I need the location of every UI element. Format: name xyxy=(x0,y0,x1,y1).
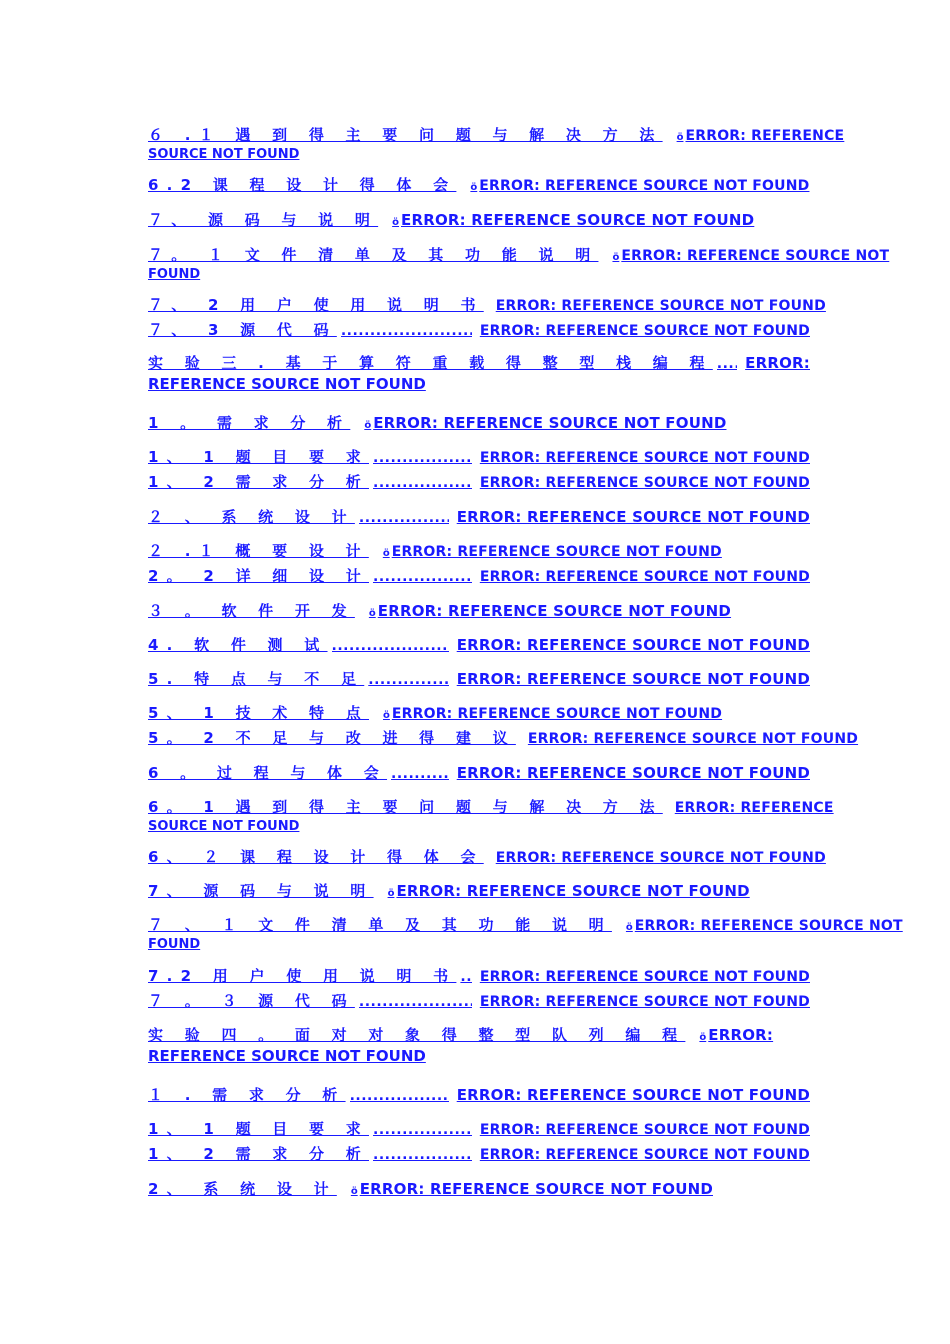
toc-entry-row xyxy=(148,244,890,265)
toc-entry[interactable] xyxy=(148,565,810,586)
toc-page-reference: ERROR: REFERENCE SOURCE NOT FOUND xyxy=(396,882,750,900)
toc-entry[interactable] xyxy=(148,1143,810,1164)
toc-page-reference: ERROR: REFERENCE SOURCE NOT FOUND xyxy=(479,323,810,339)
toc-page-reference: ERROR: REFERENCE SOURCE NOT xyxy=(634,918,903,934)
toc-entry-row xyxy=(148,209,810,230)
toc-entry[interactable] xyxy=(148,540,810,561)
toc-leader-dots xyxy=(341,323,472,339)
toc-page-reference: ERROR: REFERENCE SOURCE NOT FOUND xyxy=(373,414,727,432)
toc-entry[interactable] xyxy=(148,702,810,723)
toc-entry-row xyxy=(148,565,810,586)
field-marker-icon: ö xyxy=(676,132,684,143)
toc-entry-row xyxy=(148,506,810,527)
field-marker-icon: ö xyxy=(625,922,633,933)
toc-entry[interactable] xyxy=(148,965,810,986)
toc-entry[interactable] xyxy=(148,294,826,315)
field-marker-icon: ö xyxy=(387,888,395,899)
toc-page-reference-continued: REFERENCE SOURCE NOT FOUND xyxy=(148,375,426,393)
toc-entry-title: 6、 ２ 课 程 设 计 得 体 会 xyxy=(148,848,484,866)
toc-entry-title: 实 验 四 。 面 对 对 象 得 整 型 队 列 编 程 xyxy=(148,1026,686,1044)
toc-entry-row xyxy=(148,796,834,817)
toc-page-reference: ERROR: REFERENCE SOURCE NOT FOUND xyxy=(479,569,810,585)
toc-page-reference: ERROR: REFERENCE SOURCE NOT FOUND xyxy=(479,1147,810,1163)
toc-entry-row xyxy=(148,412,810,433)
toc-entry-row xyxy=(148,124,845,145)
toc-page-reference: ERROR: REFERENCE SOURCE NOT FOUND xyxy=(479,475,810,491)
toc-page-reference: ERROR: REFERENCE SOURCE NOT FOUND xyxy=(479,1122,810,1138)
toc-entry[interactable] xyxy=(148,600,810,621)
toc-entry-row xyxy=(148,668,810,689)
toc-entry[interactable] xyxy=(148,1084,810,1105)
toc-entry-title: ７、 源 码 与 说 明 xyxy=(148,211,379,229)
toc-page-reference: ERROR: xyxy=(745,354,810,372)
field-marker-icon: ö xyxy=(392,217,399,228)
toc-entry[interactable] xyxy=(148,352,810,393)
toc-leader-dots xyxy=(373,1147,472,1163)
toc-entry[interactable] xyxy=(148,634,810,655)
toc-page-reference: ERROR: REFERENCE SOURCE NOT FOUND xyxy=(479,994,810,1010)
toc-entry[interactable] xyxy=(148,174,810,195)
toc-page-reference-continued: FOUND xyxy=(148,267,201,282)
toc-page-reference: ERROR: REFERENCE SOURCE NOT FOUND xyxy=(456,670,810,688)
toc-entry[interactable] xyxy=(148,762,810,783)
toc-entry[interactable] xyxy=(148,796,834,834)
toc-entry-title: 实 验 三 . 基 于 算 符 重 载 得 整 型 栈 编 程 xyxy=(148,354,713,372)
toc-entry[interactable] xyxy=(148,727,859,748)
toc-entry-row xyxy=(148,990,810,1011)
toc-entry[interactable] xyxy=(148,244,890,282)
toc-entry-row xyxy=(148,600,810,621)
toc-entry[interactable] xyxy=(148,1178,810,1199)
toc-entry-title: ２ 、 系 统 设 计 xyxy=(148,508,355,526)
toc-entry-title: 2。 2 详 细 设 计 xyxy=(148,567,369,585)
toc-leader-dots xyxy=(391,766,449,782)
toc-entry-row xyxy=(148,965,810,986)
toc-entry-title: ３ 。 软 件 开 发 xyxy=(148,602,355,620)
toc-entry[interactable] xyxy=(148,880,810,901)
toc-page-reference: ERROR: REFERENCE SOURCE NOT FOUND xyxy=(456,1086,810,1104)
toc-entry-title: 6 。 过 程 与 体 会 xyxy=(148,764,388,782)
toc-entry-row xyxy=(148,294,826,315)
toc-entry-title: ７ 。 ３ 源 代 码 xyxy=(148,992,355,1010)
toc-entry-title: 6.2 课 程 设 计 得 体 会 xyxy=(148,176,457,194)
toc-entry[interactable] xyxy=(148,668,810,689)
toc-entry-row xyxy=(148,702,810,723)
toc-entry-row xyxy=(148,727,859,748)
toc-leader-dots xyxy=(373,450,472,466)
toc-entry-title: ７、 3 源 代 码 xyxy=(148,321,337,339)
toc-entry-title: 6。 1 遇 到 得 主 要 问 题 与 解 决 方 法 xyxy=(148,798,663,816)
field-marker-icon: ö xyxy=(368,608,376,619)
toc-leader-dots xyxy=(359,994,472,1010)
toc-entry[interactable] xyxy=(148,412,810,433)
toc-leader-dots xyxy=(368,672,448,688)
toc-page-reference: ERROR: REFERENCE SOURCE NOT FOUND xyxy=(495,850,826,866)
toc-page-reference-continued: SOURCE NOT FOUND xyxy=(148,147,300,162)
toc-page-reference: ERROR: REFERENCE xyxy=(674,800,834,816)
toc-leader-dots xyxy=(359,510,449,526)
toc-entry[interactable] xyxy=(148,471,810,492)
field-marker-icon: ö xyxy=(383,710,390,721)
field-marker-icon: ö xyxy=(350,1186,358,1197)
field-marker-icon: ö xyxy=(364,420,372,431)
toc-page-reference-continued: REFERENCE SOURCE NOT FOUND xyxy=(148,1047,426,1065)
toc-entry[interactable] xyxy=(148,124,845,162)
toc-entry-row xyxy=(148,319,810,340)
toc-entry-row xyxy=(148,352,810,373)
toc-entry-title: ７ 、 １ 文 件 清 单 及 其 功 能 说 明 xyxy=(148,916,612,934)
toc-page-reference-continued: FOUND xyxy=(148,937,201,952)
toc-entry-title: ６ .１ 遇 到 得 主 要 问 题 与 解 决 方 法 xyxy=(148,126,663,144)
toc-entry-title: 2、 系 统 设 计 xyxy=(148,1180,337,1198)
toc-entry[interactable] xyxy=(148,506,810,527)
toc-entry-row xyxy=(148,1178,810,1199)
toc-page-reference: ERROR: REFERENCE SOURCE NOT FOUND xyxy=(456,764,810,782)
toc-page-reference: ERROR: REFERENCE SOURCE NOT FOUND xyxy=(377,602,732,620)
toc-entry-row xyxy=(148,634,810,655)
field-marker-icon: ö xyxy=(612,252,620,263)
toc-entry-title: １ . 需 求 分 析 xyxy=(148,1086,346,1104)
toc-entry[interactable] xyxy=(148,914,903,952)
toc-entry[interactable] xyxy=(148,446,810,467)
toc-entry-title: 5。 2 不 足 与 改 进 得 建 议 xyxy=(148,729,516,747)
toc-entry-row xyxy=(148,762,810,783)
toc-leader-dots xyxy=(373,1122,472,1138)
toc-entry-title: ２ .１ 概 要 设 计 xyxy=(148,542,369,560)
toc-page-reference: ERROR: REFERENCE xyxy=(685,128,845,144)
toc-entry-row xyxy=(148,540,810,561)
toc-leader-dots xyxy=(373,569,472,585)
toc-entry-title: 1、 2 需 求 分 析 xyxy=(148,473,369,491)
toc-entry-title: ７。 １ 文 件 清 单 及 其 功 能 说 明 xyxy=(148,246,599,264)
toc-entry-row xyxy=(148,1024,810,1045)
toc-leader-dots xyxy=(373,475,472,491)
toc-entry-row xyxy=(148,914,903,935)
toc-entry-title: 7.2 用 户 使 用 说 明 书 xyxy=(148,967,457,985)
toc-entry-row xyxy=(148,471,810,492)
toc-entry-row xyxy=(148,174,810,195)
field-marker-icon: ö xyxy=(470,182,478,193)
toc-leader-dots xyxy=(717,356,737,372)
toc-page-reference: ERROR: REFERENCE SOURCE NOT FOUND xyxy=(456,508,810,526)
toc-page-reference: ERROR: REFERENCE SOURCE NOT xyxy=(621,248,890,264)
toc-entry-title: 5、 1 技 术 特 点 xyxy=(148,704,369,722)
toc-entry-row xyxy=(148,1084,810,1105)
toc-entry[interactable] xyxy=(148,990,810,1011)
toc-page-reference: ERROR: REFERENCE SOURCE NOT FOUND xyxy=(479,969,810,985)
toc-entry-row xyxy=(148,446,810,467)
toc-page-reference-continued: SOURCE NOT FOUND xyxy=(148,819,300,834)
field-marker-icon: ö xyxy=(699,1032,707,1043)
toc-page-reference: ERROR: REFERENCE SOURCE NOT FOUND xyxy=(391,544,722,560)
toc-entry-title: 1、 2 需 求 分 析 xyxy=(148,1145,369,1163)
toc-entry[interactable] xyxy=(148,209,810,230)
toc-entry-title: 5. 特 点 与 不 足 xyxy=(148,670,365,688)
toc-leader-dots xyxy=(350,1088,449,1104)
toc-page-reference: ERROR: REFERENCE SOURCE NOT FOUND xyxy=(359,1180,713,1198)
toc-entry-title: 4. 软 件 测 试 xyxy=(148,636,328,654)
toc-entry[interactable] xyxy=(148,319,810,340)
toc-entry-row xyxy=(148,1143,810,1164)
toc-entry[interactable] xyxy=(148,846,826,867)
toc-page-reference: ERROR: REFERENCE SOURCE NOT FOUND xyxy=(479,450,810,466)
toc-entry-title: 1 。 需 求 分 析 xyxy=(148,414,351,432)
toc-entry-row xyxy=(148,846,826,867)
toc-entry[interactable] xyxy=(148,1118,810,1139)
toc-entry-row xyxy=(148,880,810,901)
toc-page-reference: ERROR: xyxy=(708,1026,774,1044)
toc-page-reference: ERROR: REFERENCE SOURCE NOT FOUND xyxy=(391,706,723,722)
toc-page-reference: ERROR: REFERENCE SOURCE NOT FOUND xyxy=(401,211,755,229)
toc-entry-title: 1、 1 题 目 要 求 xyxy=(148,1120,369,1138)
toc-page-reference: ERROR: REFERENCE SOURCE NOT FOUND xyxy=(495,298,826,314)
toc-entry-row xyxy=(148,1118,810,1139)
toc-page-reference: ERROR: REFERENCE SOURCE NOT FOUND xyxy=(456,636,810,654)
toc-leader-dots xyxy=(332,638,449,654)
toc-entry-title: 1、 1 题 目 要 求 xyxy=(148,448,369,466)
toc-page-reference: ERROR: REFERENCE SOURCE NOT FOUND xyxy=(527,731,859,747)
toc-entry-title: ７、 2 用 户 使 用 说 明 书 xyxy=(148,296,484,314)
toc-page-reference: ERROR: REFERENCE SOURCE NOT FOUND xyxy=(479,178,810,194)
toc-entry-title: 7、 源 码 与 说 明 xyxy=(148,882,374,900)
field-marker-icon: ö xyxy=(382,548,390,559)
toc-leader-dots xyxy=(460,969,471,985)
toc-entry[interactable] xyxy=(148,1024,810,1065)
